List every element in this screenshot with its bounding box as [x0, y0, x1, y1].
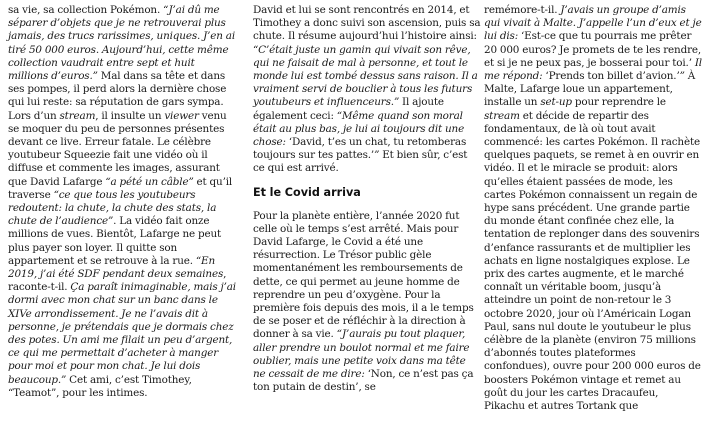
paragraph	[484, 4, 702, 413]
column-2	[253, 4, 481, 394]
italic-text: arrondissement. Je ne l’avais dit à personne, je prétendais que je dormais chez des potes. Un ami me filait un peu d’argent, ce qui me permettait d’acheter à manger pour moi et pour mon chat. Je lui dois beaucoup.”	[8, 307, 234, 386]
body-text: et décide de repartir des fondamentaux, de là où tout avait commencé: les cartes Pokémon. Il rachète quelques paquets, se remet à en ouvrir en vidéo. Il et le miracle se produit: alors qu’elles étaient passées de mode, les cartes Pokémon connaissent un regain de hype sans précédent. Une grande partie du monde étant confinée chez elle, la tentation de replonger dans des souvenirs d’enfance rassurants et de multiplier les achats en ligne nostalgiques explose. Le prix des cartes augmente, et le marché connaît un véritable boom, jusqu’à atteindre un point de non-retour le 3 octobre 2020, jour où l’Américain Logan Paul, sans nul doute le youtubeur le plus célèbre de la planète (environ 75 millions d’abonnés toutes plateformes confondues), ouvre pour 200 000 euros de boosters Pokémon vintage et remet au goût du jour les cartes Dracaufeu, Pikachu et autres Tortank que	[484, 109, 701, 413]
italic-text: “En 2019, j’ai été SDF pendant deux semaines	[8, 254, 224, 281]
italic-text: “J’aurais pu tout plaquer, aller prendre un boulot normal et me faire oublier, mais une petite voix dans ma tête ne cessait de me dire:	[253, 328, 470, 381]
italic-text: Ça paraît inimaginable, mais j’ai dormi avec mon chat sur un banc dans le XIV	[8, 281, 236, 320]
italic-text: “a pété un câble”	[105, 175, 194, 188]
italic-text: “Même quand son moral était au plus bas, je lui ai toujours dit une chose:	[253, 109, 465, 149]
body-text: À Malte, Lafarge loue un appartement, installe un	[484, 70, 696, 109]
body-text: Pour la planète entière, l’année 2020 fut celle où le temps s’est arrêté. Mais pour David Lafarge, le Covid a été une résurrection. Le Trésor public gèle momentanément les remboursements de dette, ce qui permet au jeune homme de reprendre un peu d’oxygène. Pour la première fois depuis des mois, il a le temps de se poser et de réfléchir à la direction à donner à sa vie.	[253, 209, 474, 341]
body-text: Et bien sûr, c’est ce qui est arrivé.	[253, 149, 468, 175]
paragraph	[253, 210, 481, 395]
italic-text: ”	[679, 70, 685, 83]
body-text: remémore-t-il.	[484, 4, 561, 16]
italic-text: “C’était juste un gamin qui vivait son rêve, qui ne faisait de mal à personne, et tout le monde lui est tombé dessus sans raison. Il a vraiment servi de bouclier à tous les futurs youtubeurs et influenceurs.”	[253, 43, 478, 109]
body-text: Il ajoute également ceci:	[253, 96, 444, 122]
paragraph	[8, 4, 236, 400]
italic-text: ”	[374, 149, 380, 162]
italic-text: e	[25, 307, 32, 320]
body-text: ‘Est-ce que tu pourrais me prêter 20 000 euros? Je promets de te les rendre, et si je ne peux pas, je bosserai pour toi.’	[484, 30, 702, 69]
body-text: sa vie, sa collection Pokémon.	[8, 4, 164, 16]
body-text: David et lui se sont rencontrés en 2014, et Timothey a donc suivi son ascension, puis sa chute. Il résume aujourd’hui l’histoire ainsi:	[253, 4, 481, 43]
section-heading: Et le Covid arriva	[253, 185, 361, 199]
paragraph	[253, 4, 481, 176]
body-text: pour reprendre le	[571, 96, 666, 109]
italic-text: “ce que tous les youtubeurs redoutent: la chute, la chute des stats, la chute de l’audience”	[8, 188, 217, 228]
body-text: venu se moquer du peu de personnes présentes devant ce live. Erreur fatale. Le célèbre youtubeur Squeezie fait une vidéo où il diffuse et commente les images, assurant que David Lafarge	[8, 109, 227, 188]
column-1	[8, 4, 236, 400]
body-text: , raconte-t-il.	[8, 268, 227, 294]
italic-text: stream	[484, 109, 520, 122]
italic-text: Il me répond:	[484, 56, 702, 83]
italic-text: J’avais un groupe d’amis qui vivait à Malte. J’appelle l’un d’eux et je lui dis:	[484, 4, 702, 43]
column-3	[484, 4, 702, 413]
body-text: . La vidéo fait onze millions de vues. Bientôt, Lafarge ne peut plus payer son loyer. Il quitte son appartement et se retrouve à la rue.	[8, 215, 222, 267]
italic-text: viewer	[164, 109, 199, 122]
body-text: ‘Prends ton billet d’avion.’	[542, 70, 680, 83]
italic-text: “J’ai dû me séparer d’objets que je ne retrouverai plus jamais, des trucs rarissimes, uniques. J’en ai tiré 50 000 euros. Aujourd’hui, cette même collection vaudrait entre sept et huit millions d’euros.”	[8, 4, 235, 83]
italic-text: stream	[59, 109, 96, 122]
italic-text: set-up	[540, 96, 572, 109]
body-text: Mal dans sa tête et dans ses pompes, il perd alors la dernière chose qui lui reste: sa réputation de gars sympa. Lors d’un	[8, 70, 227, 122]
body-text: , il insulte un	[95, 109, 165, 122]
body-text: ‘Non, ce n’est pas ça ton putain de destin’, se	[253, 368, 474, 394]
body-text: Cet ami, c’est Timothey, “Teamot”, pour les intimes.	[8, 373, 192, 399]
body-text: ‘David, t’es un chat, tu retomberas toujours sur tes pattes.’	[253, 136, 467, 162]
body-text: et qu’il traverse	[8, 175, 233, 201]
